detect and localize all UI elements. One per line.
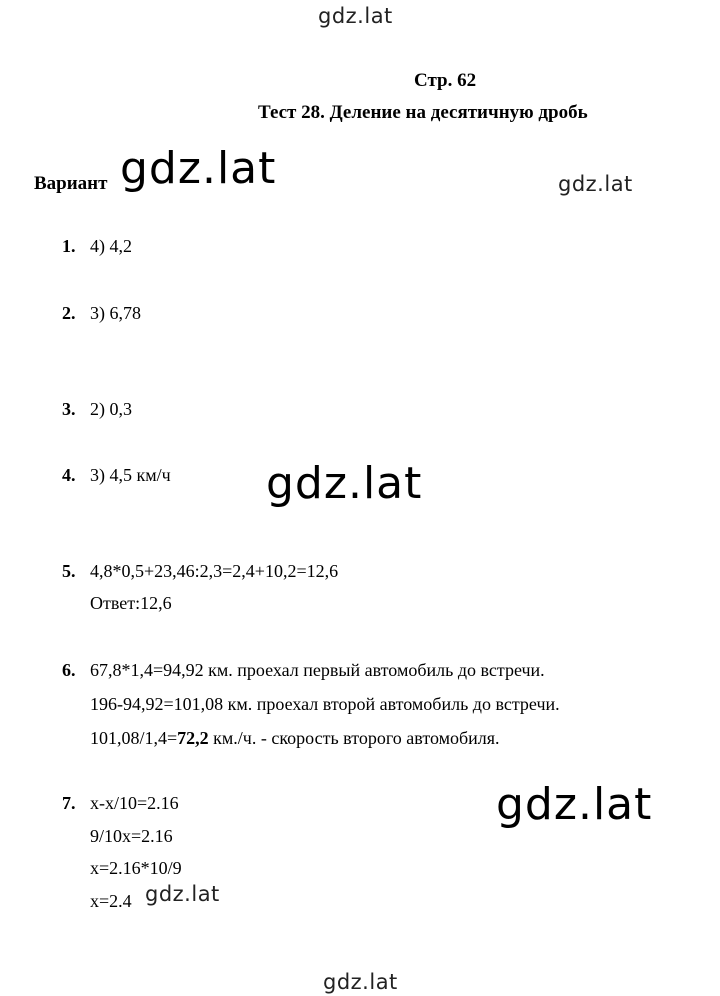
item-number: 6.: [62, 660, 76, 680]
item-line: 67,8*1,4=94,92 км. проехал первый автомобиль до встречи.: [90, 660, 545, 680]
watermark-q7: gdz.lat: [496, 779, 653, 830]
item-line-suffix: км./ч. - скорость второго автомобиля.: [208, 728, 500, 748]
item-line: 4,8*0,5+23,46:2,3=2,4+10,2=12,6: [90, 561, 339, 581]
item-number: 3.: [62, 399, 76, 419]
item-answer: 2) 0,3: [90, 399, 132, 419]
watermark-mid: gdz.lat: [266, 458, 423, 509]
variant-label: Вариант: [34, 173, 108, 194]
watermark-q7-small: gdz.lat: [145, 882, 220, 906]
item-line: x=2.4: [90, 891, 132, 911]
item-line: Ответ:12,6: [90, 593, 172, 613]
item-number: 5.: [62, 561, 76, 581]
item-line-prefix: 101,08/1,4=: [90, 728, 178, 748]
page-number: Стр. 62: [414, 70, 477, 91]
item-number: 2.: [62, 303, 76, 323]
item-line: 9/10x=2.16: [90, 826, 173, 846]
item-answer: 3) 4,5 км/ч: [90, 465, 171, 485]
watermark-top: gdz.lat: [318, 4, 393, 28]
item-answer: 3) 6,78: [90, 303, 141, 323]
item-line: x=2.16*10/9: [90, 858, 182, 878]
watermark-right: gdz.lat: [558, 172, 633, 196]
item-answer: 4) 4,2: [90, 236, 132, 256]
item-number: 7.: [62, 793, 76, 813]
item-line: [90, 728, 500, 749]
item-line-highlight: 72,2: [177, 728, 209, 748]
watermark-variant: gdz.lat: [120, 143, 277, 194]
item-line: x-x/10=2.16: [90, 793, 179, 813]
page-title: Тест 28. Деление на десятичную дробь: [258, 102, 588, 123]
item-number: 1.: [62, 236, 76, 256]
item-line: 196-94,92=101,08 км. проехал второй автомобиль до встречи.: [90, 694, 560, 714]
item-number: 4.: [62, 465, 76, 485]
watermark-bottom: gdz.lat: [323, 970, 398, 994]
